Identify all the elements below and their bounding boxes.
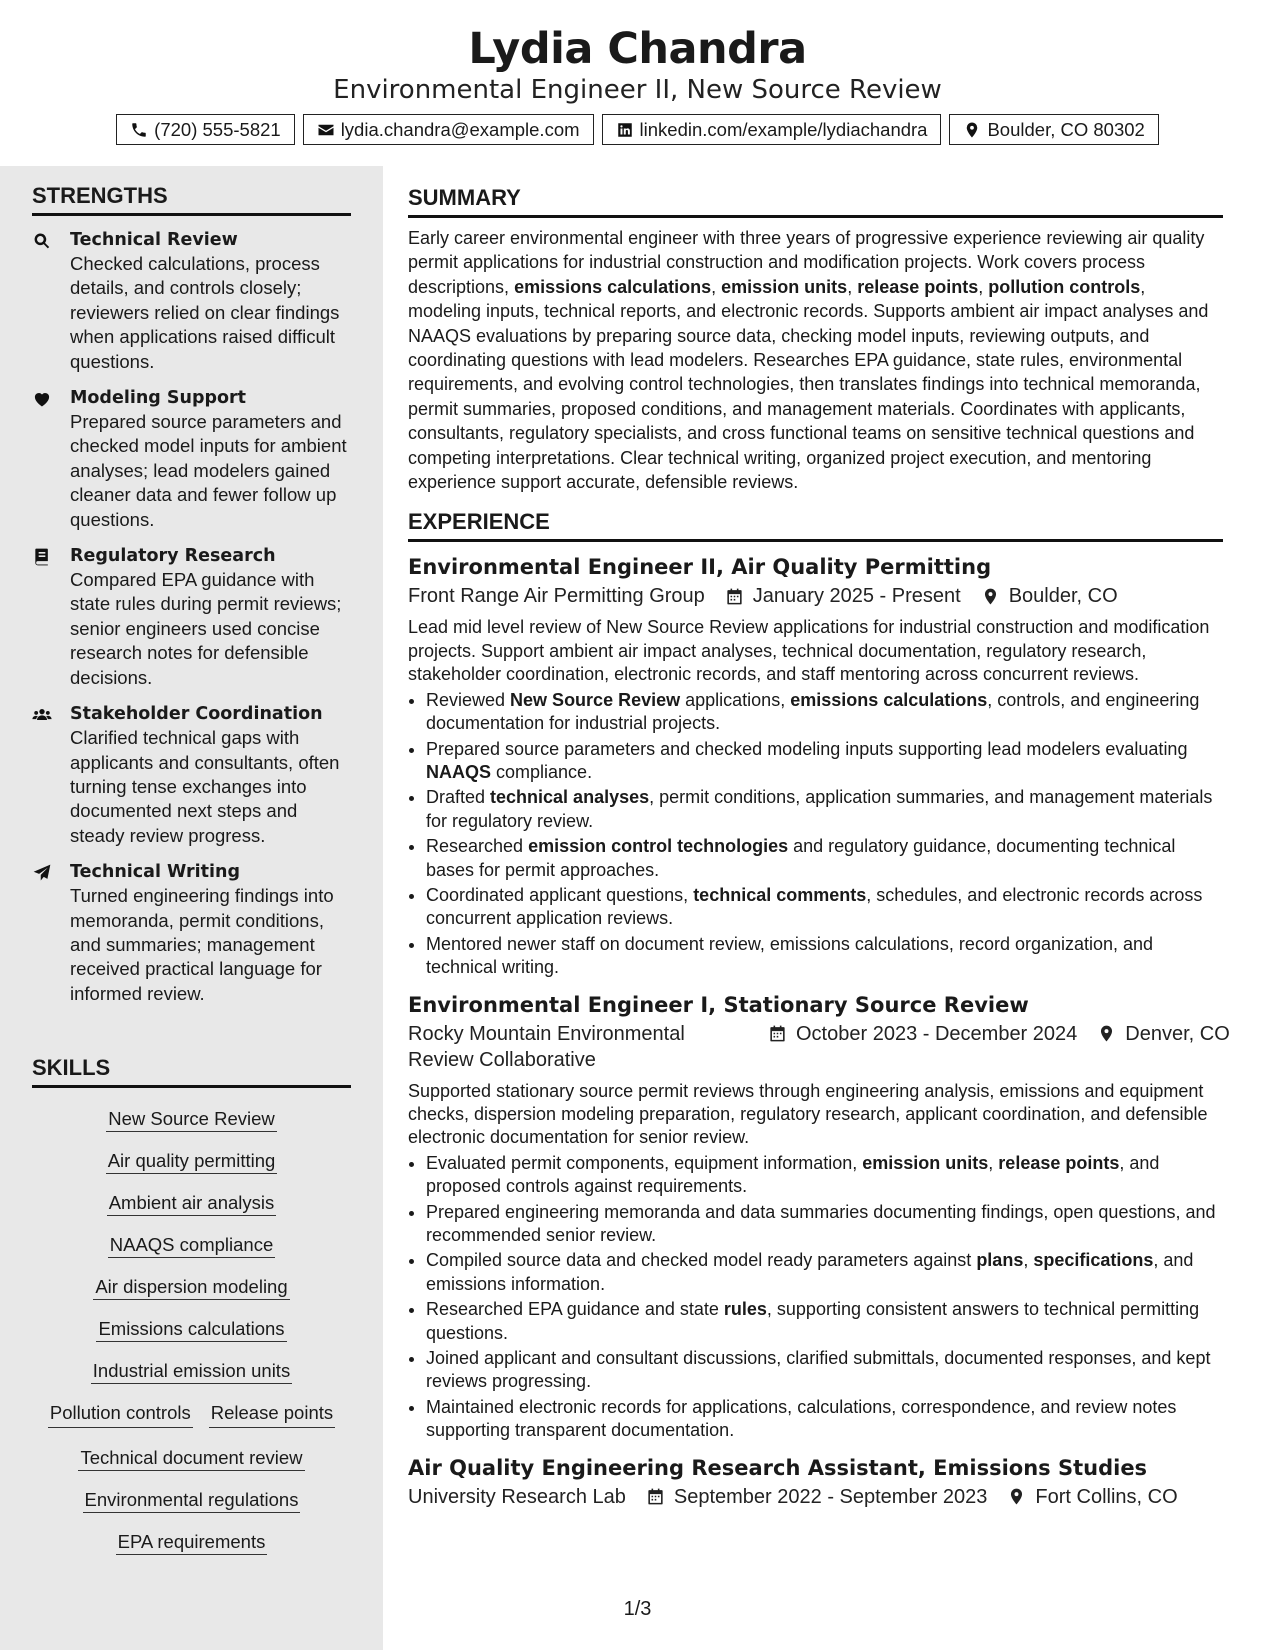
- strength-desc: Clarified technical gaps with applicants and consultants, often turning tense exchanges into documented next steps and steady review progress.: [70, 727, 340, 846]
- job-dates: October 2023 - December 2024: [796, 1022, 1078, 1045]
- job-title: Environmental Engineer I, Stationary Source Review: [408, 992, 1029, 1017]
- candidate-title: Environmental Engineer II, New Source Review: [333, 75, 942, 105]
- bullet-item: • Maintained electronic records for applications, calculations, correspondence, and review notes supporting transparent documentation.: [426, 1396, 1223, 1443]
- phone-icon: [130, 121, 148, 139]
- strengths-section: [32, 182, 351, 1006]
- calendar-icon: [768, 1024, 787, 1043]
- skill-tag: Emissions calculations: [96, 1318, 286, 1342]
- users-icon: [32, 705, 52, 725]
- bullet-item: • Mentored newer staff on document review, emissions calculations, record organization, and technical writing.: [426, 933, 1223, 980]
- strength-desc: Checked calculations, process details, and controls closely; reviewers relied on clear findings when applications raised difficult questions.: [70, 253, 340, 372]
- paper-plane-icon: [32, 863, 52, 883]
- job-title: Environmental Engineer II, Air Quality Permitting: [408, 555, 992, 580]
- strength-desc: Compared EPA guidance with state rules during permit reviews; senior engineers used concise research notes for defensible decisions.: [70, 569, 342, 688]
- calendar-icon: [646, 1487, 665, 1506]
- bullet-item: • Evaluated permit components, equipment information, emission units, release points, and proposed controls against requirements.: [426, 1152, 1223, 1199]
- heart-icon: [32, 389, 52, 409]
- job-location: Denver, CO: [1125, 1022, 1230, 1045]
- job-entry: [408, 990, 1230, 1443]
- job-entry: [408, 1453, 1223, 1510]
- bullet-item: • Prepared source parameters and checked modeling inputs supporting lead modelers evaluating NAAQS compliance.: [426, 738, 1223, 785]
- summary-heading: SUMMARY: [408, 184, 1223, 218]
- job-entry: [408, 552, 1223, 979]
- resume-header: [0, 0, 1275, 166]
- job-bullets: [426, 689, 1223, 980]
- bullet-item: • Researched emission control technologies and regulatory guidance, documenting technical bases for permit approaches.: [426, 835, 1223, 882]
- linkedin-icon: [616, 121, 634, 139]
- job-dates: September 2022 - September 2023: [673, 1485, 988, 1508]
- skill-tag: Pollution controls: [48, 1400, 193, 1428]
- strength-name: Stakeholder Coordination: [70, 704, 323, 725]
- strength-item: [32, 860, 351, 1006]
- bullet-item: • Researched EPA guidance and state rules, supporting consistent answers to technical permitting questions.: [426, 1298, 1223, 1345]
- contact-location-text: Boulder, CO 80302: [987, 118, 1145, 140]
- contact-linkedin[interactable]: [602, 114, 942, 145]
- strength-desc: Turned engineering findings into memoranda, permit conditions, and summaries; management received practical language for informed review.: [70, 885, 334, 1004]
- job-description: Lead mid level review of New Source Review applications for industrial construction and modification projects. Support ambient air impact analyses, technical documentation, regulatory research, stakeholder coordination, electronic records, and staff mentoring across concurrent reviews.: [408, 617, 1210, 685]
- skill-tag: Ambient air analysis: [107, 1192, 277, 1216]
- job-meta: [408, 1484, 1223, 1510]
- envelope-icon: [317, 121, 335, 139]
- skill-tag: Air quality permitting: [106, 1150, 278, 1174]
- skill-tag: NAAQS compliance: [108, 1234, 275, 1258]
- job-dates: January 2025 - Present: [752, 585, 961, 608]
- job-description: Supported stationary source permit reviews through engineering analysis, emissions and equipment checks, dispersion modeling preparation, regulatory research, applicant coordination, and defensible electronic documentation for senior review.: [408, 1080, 1208, 1148]
- experience-heading: EXPERIENCE: [408, 508, 1223, 542]
- job-location: Boulder, CO: [1008, 585, 1118, 608]
- bullet-item: • Coordinated applicant questions, technical comments, schedules, and electronic records across concurrent application reviews.: [426, 884, 1223, 931]
- job-meta: [408, 1021, 1230, 1073]
- job-bullets: [426, 1152, 1223, 1443]
- contact-email-text: lydia.chandra@example.com: [340, 118, 580, 140]
- bullet-item: • Drafted technical analyses, permit conditions, application summaries, and management materials for regulatory review.: [426, 786, 1223, 833]
- skill-tag: Technical document review: [78, 1447, 304, 1471]
- contact-phone-text: (720) 555-5821: [154, 118, 281, 140]
- job-org: Front Range Air Permitting Group: [408, 585, 705, 608]
- page-number: 1/3: [623, 1598, 652, 1620]
- contact-linkedin-text: linkedin.com/example/lydiachandra: [639, 118, 928, 140]
- strength-item: [32, 544, 351, 690]
- calendar-icon: [725, 587, 744, 606]
- job-org: Rocky Mountain Environmental Review Collaborative: [408, 1022, 685, 1071]
- contact-phone[interactable]: [116, 114, 295, 145]
- map-pin-icon: [963, 121, 981, 139]
- map-pin-icon: [1097, 1024, 1116, 1043]
- strength-name: Technical Writing: [70, 862, 241, 883]
- strength-item: [32, 386, 351, 532]
- bullet-item: • Joined applicant and consultant discussions, clarified submittals, documented responses, and kept reviews progressing.: [426, 1347, 1223, 1394]
- main-column: [383, 166, 1275, 1650]
- bullet-item: • Reviewed New Source Review applications, emissions calculations, controls, and engineering documentation for industrial projects.: [426, 689, 1223, 736]
- map-pin-icon: [1007, 1487, 1026, 1506]
- contact-location[interactable]: [949, 114, 1158, 145]
- contact-bar: [0, 114, 1275, 145]
- skills-heading: SKILLS: [32, 1054, 351, 1088]
- map-pin-icon: [981, 587, 1000, 606]
- strength-name: Modeling Support: [70, 388, 247, 409]
- job-title: Air Quality Engineering Research Assistant, Emissions Studies: [408, 1455, 1148, 1480]
- skills-section: [32, 1054, 351, 1565]
- strength-item: [32, 228, 351, 374]
- summary-text: Early career environmental engineer with three years of progressive experience reviewing air quality permit applications for industrial construction and modification projects. Work covers process descriptions, emissions calculations, emission units, release points, pollution controls, modeling inputs, technical reports, and electronic records. Supports ambient air impact analyses and NAAQS evaluations by preparing source data, checking model inputs, reviewing outputs, and coordinating questions with lead modelers. Researches EPA guidance, state rules, environmental requirements, and evolving control technologies, then translates findings into technical memoranda, permit summaries, proposed conditions, and management materials. Coordinates with applicants, consultants, regulatory specialists, and cross functional teams on sensitive technical questions and competing interpretations. Clear technical writing, organized project execution, and mentoring experience support accurate, defensible reviews.: [408, 228, 1209, 493]
- contact-email[interactable]: [303, 114, 594, 145]
- bullet-item: • Compiled source data and checked model ready parameters against plans, specifications, and emissions information.: [426, 1249, 1223, 1296]
- skills-list: [32, 1100, 351, 1565]
- skill-tag: Industrial emission units: [91, 1360, 292, 1384]
- strength-item: [32, 702, 351, 848]
- skill-tag: New Source Review: [106, 1108, 277, 1132]
- job-meta: [408, 583, 1223, 609]
- skill-tag: Release points: [209, 1400, 335, 1428]
- bullet-item: • Prepared engineering memoranda and data summaries documenting findings, open questions, and recommended senior review.: [426, 1201, 1223, 1248]
- job-location: Fort Collins, CO: [1035, 1485, 1178, 1508]
- strength-name: Technical Review: [70, 230, 238, 250]
- strength-desc: Prepared source parameters and checked model inputs for ambient analyses; lead modelers gained cleaner data and fewer follow up questions.: [70, 411, 347, 530]
- search-icon: [32, 231, 52, 251]
- candidate-name: Lydia Chandra: [468, 24, 807, 74]
- skill-tag: Air dispersion modeling: [93, 1276, 289, 1300]
- skill-tag: EPA requirements: [116, 1531, 268, 1555]
- book-icon: [32, 547, 52, 567]
- strengths-heading: STRENGTHS: [32, 182, 351, 216]
- job-org: University Research Lab: [408, 1485, 626, 1508]
- strength-name: Regulatory Research: [70, 546, 276, 567]
- sidebar: [0, 166, 383, 1650]
- skill-tag: Environmental regulations: [83, 1489, 301, 1513]
